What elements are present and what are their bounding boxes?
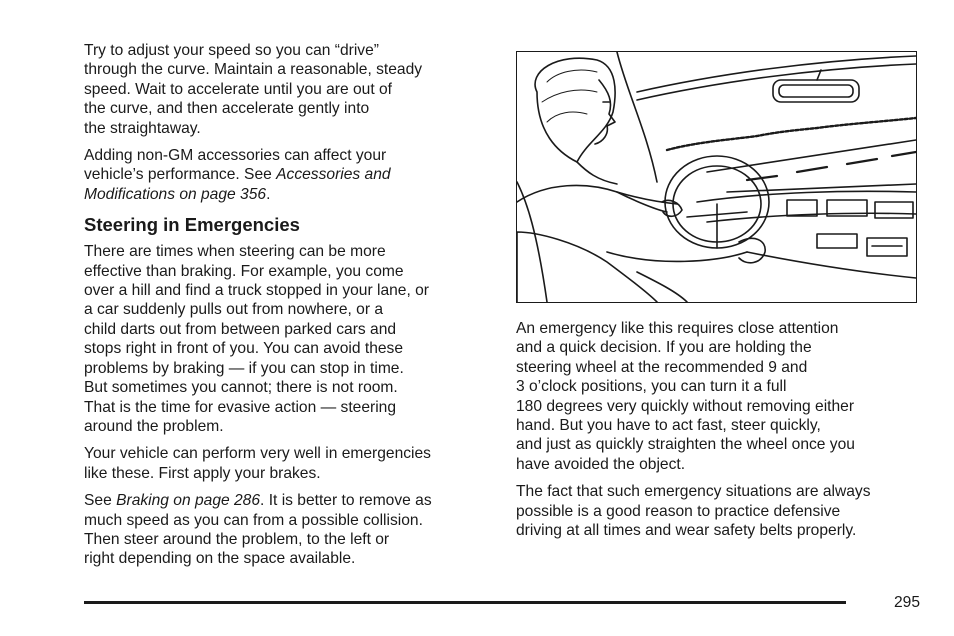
braking-reference: Braking on page 286	[116, 492, 261, 510]
text-line: 180 degrees very quickly without removing either	[516, 397, 855, 415]
text-line: possible is a good reason to practice defensive	[516, 502, 841, 520]
driver-right-arm	[607, 252, 747, 261]
text-line	[84, 491, 494, 510]
text-line: Try to adjust your speed so you can “drive”	[84, 42, 379, 59]
text-line: An emergency like this requires close attention	[516, 320, 839, 337]
section-heading: Steering in Emergencies	[84, 214, 300, 236]
text-run: . It is better to remove as	[260, 492, 432, 510]
text-line: Adding non-GM accessories can affect your	[84, 147, 387, 165]
page-number: 295	[893, 594, 920, 611]
dash-control	[817, 234, 857, 248]
text-line: child darts out from between parked cars and	[84, 320, 397, 338]
text-line: through the curve. Maintain a reasonable, steady	[84, 61, 423, 79]
vehicle-paragraph	[84, 444, 494, 483]
driver-shoulder	[517, 185, 677, 204]
text-line: driving at all times and wear safety belts properly.	[516, 522, 857, 540]
driver-steering-drawing	[517, 52, 916, 302]
driver-hair	[535, 58, 615, 162]
accessories-reference-cont: Modifications on page 356	[84, 185, 267, 203]
driver-torso	[517, 232, 657, 302]
text-line: hand. But you have to act fast, steer quickly,	[516, 417, 821, 435]
text-line: speed. Wait to accelerate until you are out of	[84, 80, 393, 98]
steering-spokes	[687, 204, 747, 248]
text-line: There are times when steering can be more	[84, 243, 386, 261]
right-column	[516, 319, 916, 548]
rearview-mirror	[773, 80, 859, 102]
text-line: over a hill and find a truck stopped in your lane, or	[84, 282, 429, 300]
text-line	[84, 165, 494, 184]
emergency-paragraph	[516, 319, 916, 474]
text-line: much speed as you can from a possible collision.	[84, 511, 423, 529]
text-run: See	[84, 492, 117, 510]
text-line: a car suddenly pulls out from nowhere, or a	[84, 301, 384, 319]
hair-strands	[542, 70, 597, 122]
text-line: the straightaway.	[84, 119, 201, 137]
text-line: right depending on the space available.	[84, 550, 356, 568]
text-line: have avoided the object.	[516, 455, 686, 473]
text-line: 3 o’clock positions, you can turn it a full	[516, 378, 787, 396]
road-edge	[707, 140, 916, 172]
driver-illustration	[516, 51, 917, 303]
braking-paragraph	[84, 491, 494, 569]
a-pillar	[617, 52, 657, 182]
defensive-driving-paragraph	[516, 482, 916, 540]
text-line: and a quick decision. If you are holding the	[516, 339, 812, 357]
text-line: around the problem.	[84, 417, 224, 435]
dash-vent	[875, 202, 913, 218]
curve-paragraph	[84, 41, 494, 138]
footer-rule	[84, 601, 846, 604]
windshield-frame	[637, 56, 916, 92]
text-line: Your vehicle can perform very well in emergencies	[84, 445, 431, 463]
road-lane-dashes	[747, 152, 916, 180]
text-line	[84, 185, 494, 204]
text-line: Then steer around the problem, to the left or	[84, 530, 390, 548]
text-line: effective than braking. For example, you come	[84, 262, 404, 280]
text-line: like these. First apply your brakes.	[84, 464, 321, 482]
driver-neck	[577, 162, 617, 184]
text-line: stops right in front of you. You can avoid these	[84, 340, 404, 358]
accessories-reference: Accessories and	[276, 166, 391, 184]
text-line: That is the time for evasive action — steering	[84, 398, 397, 416]
text-line: But sometimes you cannot; there is not room.	[84, 379, 398, 397]
rearview-mirror-glass	[779, 85, 853, 97]
radio-unit	[867, 238, 907, 256]
accessories-paragraph	[84, 146, 494, 204]
text-run: .	[266, 185, 271, 203]
door-panel	[637, 272, 687, 302]
text-line: The fact that such emergency situations are always	[516, 483, 871, 501]
left-column	[84, 41, 494, 577]
text-line: and just as quickly straighten the wheel once you	[516, 436, 855, 454]
steering-paragraph	[84, 242, 494, 436]
text-line: steering wheel at the recommended 9 and	[516, 358, 808, 376]
text-line: problems by braking — if you can stop in time.	[84, 359, 404, 377]
text-line: the curve, and then accelerate gently into	[84, 100, 370, 118]
text-run: vehicle’s performance. See	[84, 166, 277, 184]
